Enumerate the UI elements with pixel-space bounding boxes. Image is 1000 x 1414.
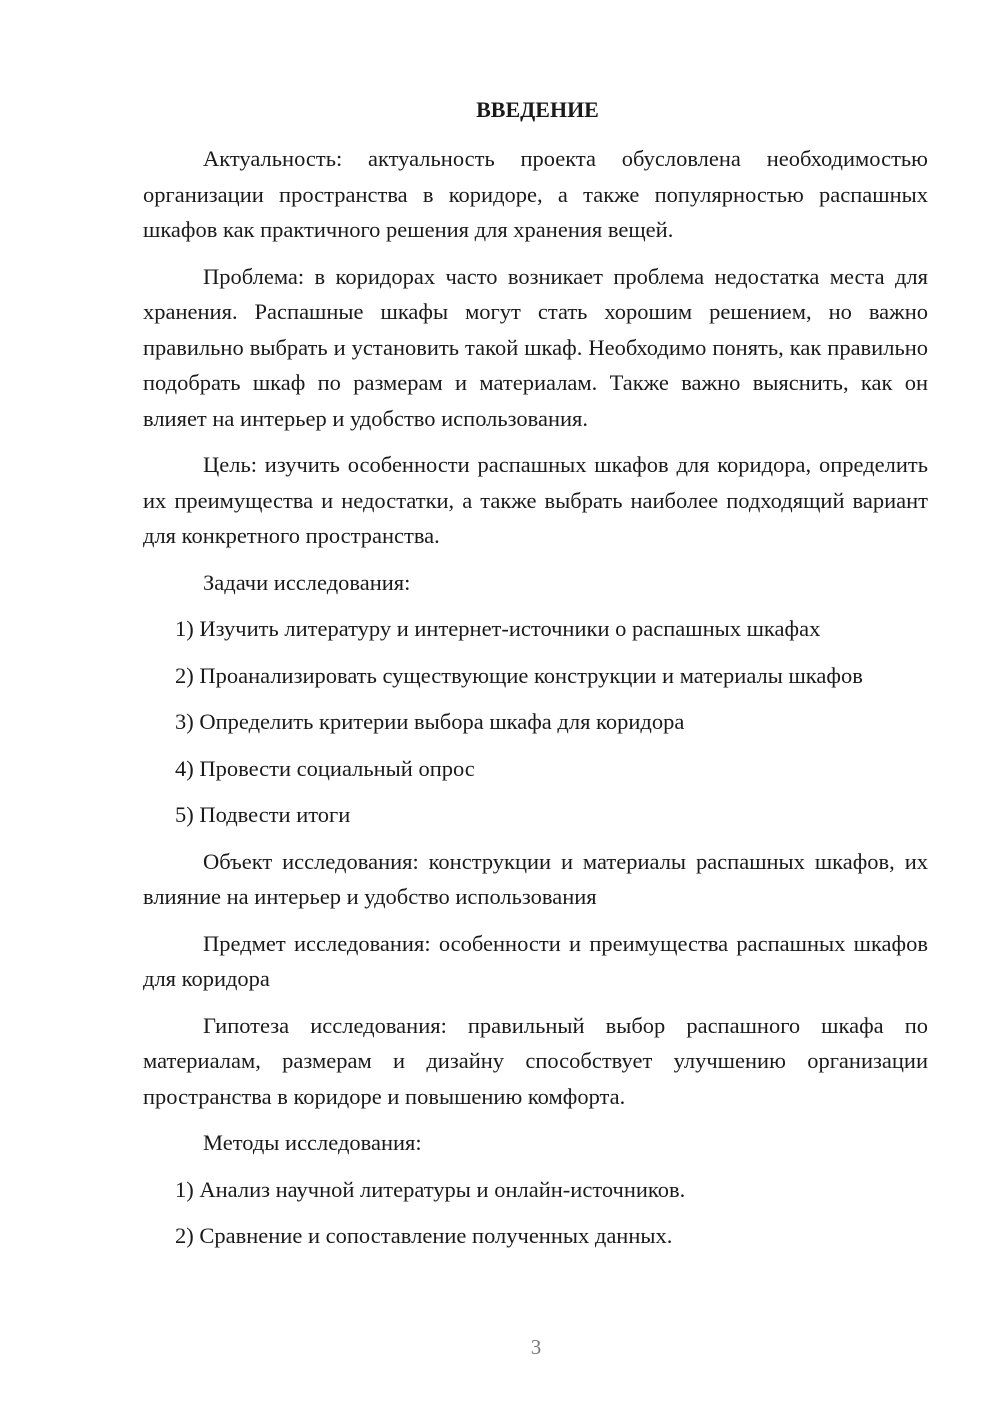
list-item-method-2: 2) Сравнение и сопоставление полученных данных. — [175, 1223, 673, 1248]
list-item-task-4: 4) Провести социальный опрос — [175, 755, 475, 781]
section-heading: ВВЕДЕНИЕ — [476, 97, 599, 122]
paragraph-relevance: Актуальность: актуальность проекта обусловлена необходимостью организации пространства в коридоре, а также популярностью распашных шкафов как практичного решения для хранения вещей. — [143, 146, 928, 242]
list-item-task-3: 3) Определить критерии выбора шкафа для коридора — [175, 709, 685, 734]
document-body — [143, 93, 928, 1265]
list-item-task-2: 2) Проанализировать существующие конструкции и материалы шкафов — [175, 662, 863, 688]
paragraph-tasks-title: Задачи исследования: — [203, 569, 411, 595]
list-item-task-5: 5) Подвести итоги — [175, 802, 351, 827]
paragraph-object: Объект исследования: конструкции и материалы распашных шкафов, их влияние на интерьер и удобство использования — [143, 848, 928, 909]
paragraph-methods-title: Методы исследования: — [203, 1130, 422, 1155]
paragraph-hypothesis: Гипотеза исследования: правильный выбор распашного шкафа по материалам, размерам и дизайну способствует улучшению организации пространства в коридоре и повышению комфорта. — [143, 1012, 928, 1109]
page-number: 3 — [530, 1335, 542, 1359]
paragraph-subject: Предмет исследования: особенности и преимущества распашных шкафов для коридора — [143, 930, 928, 991]
list-item-task-1: 1) Изучить литературу и интернет-источники о распашных шкафах — [175, 616, 821, 641]
paragraph-problem: Проблема: в коридорах часто возникает проблема недостатка места для хранения. Распашные шкафы могут стать хорошим решением, но важно правильно выбрать и установить такой шкаф. Необходимо понять, как правильно подобрать шкаф по размерам и материалам. Также важно выяснить, как он влияет на интерьер и удобство использования. — [143, 263, 928, 431]
list-item-method-1: 1) Анализ научной литературы и онлайн-источников. — [175, 1176, 686, 1202]
paragraph-goal: Цель: изучить особенности распашных шкафов для коридора, определить их преимущества и недостатки, а также выбрать наиболее подходящий вариант для конкретного пространства. — [143, 452, 928, 548]
